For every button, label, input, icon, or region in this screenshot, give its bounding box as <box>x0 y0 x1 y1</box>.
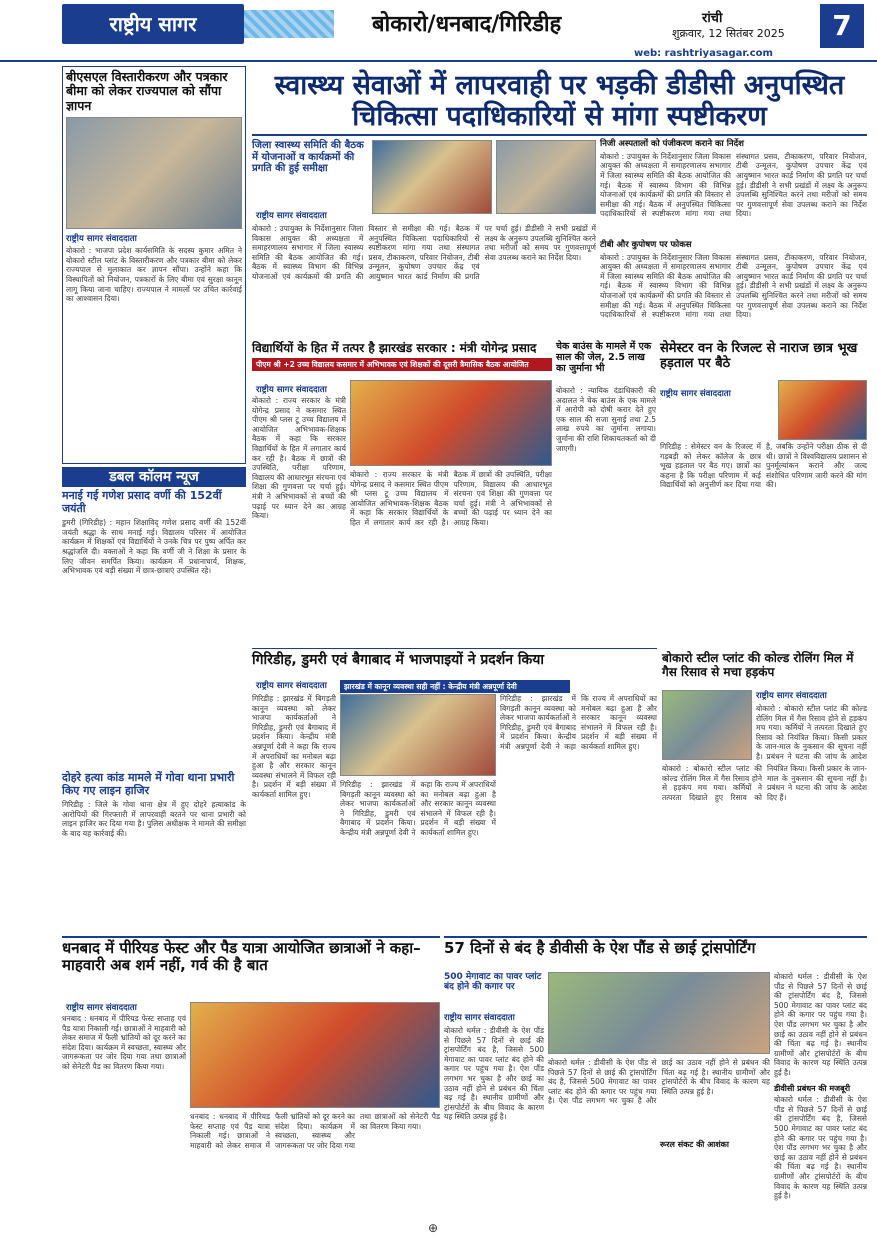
protest-band: झारखंड में कानून व्यवस्था सही नहीं : केन्द्रीय मंत्री अन्नपूर्णा देवी <box>340 680 570 693</box>
issue-date: शुक्रवार, 12 सितंबर 2025 <box>672 27 785 40</box>
story-byline: राष्ट्रीय सागर संवाददाता <box>66 234 137 245</box>
registration-mark-icon: ⊕ <box>428 1221 439 1235</box>
protest-byline: राष्ट्रीय सागर संवाददाता <box>256 681 327 691</box>
gas-headline: बोकारो स्टील प्लांट की कोल्ड रोलिंग मिल में गैस रिसाव से मचा हड़कंप <box>662 651 854 679</box>
protest-headline: गिरिडीह, डुमरी एवं बैगाबाद में भाजपाइयों ने प्रदर्शन किया <box>252 652 545 668</box>
story-governor-memo <box>62 66 246 464</box>
page-number: 7 <box>820 4 864 48</box>
story-body: गिरिडीह : जिले के गोवा थाना क्षेत्र में हुए दोहरे हत्याकांड के आरोपियों की गिरफ्तारी में लापरवाही बरतने पर थाना प्रभारी को लाइन हाजिर कर दिया गया है। पुलिस अधीक्षक ने मामले की समीक्षा के बाद यह कार्रवाई की। <box>62 800 246 839</box>
lead-kicker-box <box>252 140 367 200</box>
ashpond-subhead-2: रूरल संकट की आशंका <box>660 1140 766 1149</box>
ashpond-right-column <box>774 972 867 1214</box>
story-photo <box>66 117 242 229</box>
semester-byline: राष्ट्रीय सागर संवाददाता <box>660 389 731 399</box>
lead-photo-1 <box>372 140 492 214</box>
lead-subhead-2: टीबी और कुपोषण पर फोकस <box>600 239 692 250</box>
education-byline: राष्ट्रीय सागर संवाददाता <box>256 385 327 395</box>
lead-right-column <box>600 140 867 336</box>
lead-photo-2 <box>496 140 596 214</box>
brand-ribbon <box>244 10 334 38</box>
ashpond-body-3: बोकारो थर्मल : डीवीसी के ऐश पौंड से पिछले 57 दिनों से छाई की ट्रांसपोर्टिंग बंद है, जिससे 500 मेगावाट का पावर प्लांट बंद होने की कगार पर पहुंच गया है। ऐश पौंड लगभग भर चुका है और छाई का उठाव नहीं होने से प्रबंधन की चिंता बढ़ गई है। स्थानीय ग्रामीणों और ट्रांसपोर्टरों के बीच विवाद के कारण यह स्थिति उत्पन्न हुई है। <box>774 972 867 1077</box>
lead-subhead-1: निजी अस्पतालों को पंजीकरण कराने का निर्देश <box>600 139 744 149</box>
period-headline: धनबाद में पीरियड फेस्ट और पैड यात्रा आयोजित छात्राओं ने कहा– माहवारी अब शर्म नहीं, गर्व की है बात <box>62 939 421 975</box>
protest-photo <box>340 694 496 776</box>
gas-byline: राष्ट्रीय सागर संवाददाता <box>756 691 827 701</box>
masthead <box>0 0 877 62</box>
protest-body-2: गिरिडीह : झारखंड में बिगड़ती कानून व्यवस्था को लेकर भाजपा कार्यकर्ताओं ने गिरिडीह, डुमरी एवं बैगाबाद में प्रदर्शन किया। केन्द्रीय मंत्री अन्नपूर्णा देवी ने कहा कि राज्य में अपराधियों का मनोबल बढ़ा हुआ है और सरकार कानून व्यवस्था संभालने में विफल रही है। प्रदर्शन में बड़ी संख्या में कार्यकर्ता शामिल हुए। <box>340 780 496 837</box>
education-photo <box>350 380 552 466</box>
lead-kicker: जिला स्वास्थ्य समिति की बैठक में योजनाओं व कार्यक्रमों की प्रगति की हुई समीक्षा <box>252 140 364 174</box>
edition-city: रांची <box>702 11 723 26</box>
education-body-1: बोकारो : राज्य सरकार के मंत्री योगेन्द्र प्रसाद ने कसमार स्थित पीएम श्री प्लस टू उच्च विद्यालय में आयोजित अभिभावक-शिक्षक बैठक में कहा कि सरकार विद्यार्थियों के हित में लगातार कार्य कर रही है। बैठक में छात्रों की उपस्थिति, परीक्षा परिणाम, विद्यालय की आधारभूत संरचना एवं शिक्षा की गुणवत्ता पर चर्चा हुई। मंत्री ने अभिभावकों से बच्चों की पढ़ाई पर ध्यान देने का आग्रह किया। <box>252 396 346 521</box>
protest-rule <box>252 648 657 649</box>
protest-body-3: गिरिडीह : झारखंड में बिगड़ती कानून व्यवस्था को लेकर भाजपा कार्यकर्ताओं ने गिरिडीह, डुमरी एवं बैगाबाद में प्रदर्शन किया। केन्द्रीय मंत्री अन्नपूर्णा देवी ने कहा कि राज्य में अपराधियों का मनोबल बढ़ा हुआ है और सरकार कानून व्यवस्था संभालने में विफल रही है। प्रदर्शन में बड़ी संख्या में कार्यकर्ता शामिल हुए। <box>500 694 657 751</box>
gas-body-2: बोकारो : बोकारो स्टील प्लांट की कोल्ड रोलिंग मिल में गैस रिसाव होने से हड़कंप मच गया। कर्मियों ने तत्परता दिखाते हुए रिसाव को नियंत्रित किया। किसी प्रकार के जान-माल के नुकसान की सूचना नहीं है। प्रबंधन ने घटना की जांच के आदेश दिए हैं। <box>662 764 867 802</box>
ashpond-photo <box>548 972 770 1054</box>
story-body: डुमरी (गिरिडीह) : महान शिक्षाविद् गणेश प्रसाद वर्णी की 152वीं जयंती श्रद्धा के साथ मनाई गई। विद्यालय परिसर में आयोजित कार्यक्रम में शिक्षकों एवं विद्यार्थियों ने उनके चित्र पर पुष्प अर्पित कर श्रद्धांजलि दी। वक्ताओं ने कहा कि वर्णी जी ने शिक्षा के प्रसार के लिए जीवन समर्पित किया। कार्यक्रम में प्रधानाचार्य, शिक्षक, अभिभावक एवं बड़ी संख्या में छात्र-छात्राएं उपस्थित रहे। <box>62 518 246 576</box>
gas-body-1: बोकारो : बोकारो स्टील प्लांट की कोल्ड रोलिंग मिल में गैस रिसाव होने से हड़कंप मच गया। कर्मियों ने तत्परता दिखाते हुए रिसाव को नियंत्रित किया। किसी प्रकार के जान-माल के नुकसान की सूचना नहीं है। प्रबंधन ने घटना की जांच के आदेश <box>756 704 867 760</box>
lead-body-1: बोकारो : उपायुक्त के निर्देशानुसार जिला विकास आयुक्त की अध्यक्षता में समाहरणालय सभागार में जिला स्वास्थ्य समिति की बैठक आयोजित की गई। बैठक में स्वास्थ्य विभाग की विभिन्न योजनाओं एवं कार्यक्रमों की प्रगति की विस्तार से समीक्षा की गई। बैठक में अनुपस्थित चिकित्सा पदाधिकारियों से स्पष्टीकरण मांगा गया तथा संस्थागत प्रसव, टीकाकरण, परिवार नियोजन, टीबी उन्मूलन, कुपोषण उपचार केंद्र एवं आयुष्मान भारत कार्ड निर्माण की प्रगति पर चर्चा हुई। डीडीसी ने सभी प्रखंडों में लक्ष्य के अनुरूप उपलब्धि सुनिश्चित करने तथा मरीजों को समय पर गुणवत्तापूर्ण सेवा उपलब्ध कराने का निर्देश दिया। <box>252 224 596 281</box>
story-double-murder <box>62 772 246 928</box>
lead-body-3: बोकारो : उपायुक्त के निर्देशानुसार जिला विकास आयुक्त की अध्यक्षता में समाहरणालय सभागार में जिला स्वास्थ्य समिति की बैठक आयोजित की गई। बैठक में स्वास्थ्य विभाग की विभिन्न योजनाओं एवं कार्यक्रमों की प्रगति की विस्तार से समीक्षा की गई। बैठक में अनुपस्थित चिकित्सा पदाधिकारियों से स्पष्टीकरण मांगा गया तथा संस्थागत प्रसव, टीकाकरण, परिवार नियोजन, टीबी उन्मूलन, कुपोषण उपचार केंद्र एवं आयुष्मान भारत कार्ड निर्माण की प्रगति पर चर्चा हुई। डीडीसी ने सभी प्रखंडों में लक्ष्य के अनुरूप उपलब्धि सुनिश्चित करने तथा मरीजों को समय पर गुणवत्तापूर्ण सेवा उपलब्ध कराने का निर्देश दिया। <box>600 252 867 320</box>
education-body-2: बोकारो : राज्य सरकार के मंत्री योगेन्द्र प्रसाद ने कसमार स्थित पीएम श्री प्लस टू उच्च विद्यालय में आयोजित अभिभावक-शिक्षक बैठक में कहा कि सरकार विद्यार्थियों के हित में लगातार कार्य कर रही है। बैठक में छात्रों की उपस्थिति, परीक्षा परिणाम, विद्यालय की आधारभूत संरचना एवं शिक्षा की गुणवत्ता पर चर्चा हुई। मंत्री ने अभिभावकों से बच्चों की पढ़ाई पर ध्यान देने का आग्रह किया। <box>350 470 552 527</box>
cheque-body: बोकारो : न्यायिक दंडाधिकारी की अदालत ने चेक बाउंस के एक मामले में आरोपी को दोषी करार देते हुए एक साल की सजा सुनाई तथा 2.5 लाख रुपये का जुर्माना लगाया। जुर्माना की राशि शिकायतकर्ता को दी जाएगी। <box>556 386 656 453</box>
education-headline: विद्यार्थियों के हित में तत्पर है झारखंड सरकार : मंत्री योगेन्द्र प्रसाद <box>252 341 537 355</box>
ashpond-kicker: 500 मेगावाट का पावर प्लांट बंद होने की कगार पर <box>444 972 542 993</box>
semester-body: गिरिडीह : सेमेस्टर वन के रिजल्ट में गड़बड़ी को लेकर कॉलेज के छात्र भूख हड़ताल पर बैठ गए। छात्रों का कहना है कि परीक्षा परिणाम में कई विद्यार्थियों को अनुत्तीर्ण कर दिया गया है, जबकि उन्होंने परीक्षा ठीक से दी थी। छात्रों ने विश्वविद्यालय प्रशासन से पुनर्मूल्यांकन कराने और जल्द संशोधित परिणाम जारी करने की मांग की। <box>660 442 867 490</box>
story-headline: दोहरे हत्या कांड मामले में गोवा थाना प्रभारी किए गए लाइन हाजिर <box>62 771 235 797</box>
semester-photo <box>778 380 867 440</box>
period-photo <box>190 1002 440 1108</box>
education-band: पीएम श्री +2 उच्च विद्यालय कसमार में अभिभावक एवं शिक्षकों की दूसरी त्रैमासिक बैठक आयोजित <box>252 358 552 371</box>
ashpond-subhead: डीवीसी प्रबंधन की मजबूरी <box>774 1084 851 1093</box>
ashpond-headline: 57 दिनों से बंद है डीवीसी के ऐश पौंड से छाई ट्रांसपोर्टिंग <box>444 939 756 957</box>
gas-photo <box>662 690 752 760</box>
period-rule <box>62 936 440 938</box>
ashpond-body-1: बोकारो थर्मल : डीवीसी के ऐश पौंड से पिछले 57 दिनों से छाई की ट्रांसपोर्टिंग बंद है, जिससे 500 मेगावाट का पावर प्लांट बंद होने की कगार पर पहुंच गया है। ऐश पौंड लगभग भर चुका है और छाई का उठाव नहीं होने से प्रबंधन की चिंता बढ़ गई है। स्थानीय ग्रामीणों और ट्रांसपोर्टरों के बीच विवाद के कारण यह स्थिति उत्पन्न हुई है। <box>444 1026 544 1122</box>
ashpond-rule <box>444 936 867 938</box>
semester-headline: सेमेस्टर वन के रिजल्ट से नाराज छात्र भूख हड़ताल पर बैठे <box>660 341 858 371</box>
period-byline: राष्ट्रीय सागर संवाददाता <box>66 1003 137 1013</box>
lead-rule <box>252 134 867 136</box>
period-body-2: धनबाद : धनबाद में पीरियड फेस्ट सप्ताह एवं पैड यात्रा निकाली गई। छात्राओं ने माहवारी को लेकर समाज में फैली भ्रांतियों को दूर करने का संदेश दिया। कार्यक्रम में स्वच्छता, स्वास्थ्य और जागरूकता पर जोर दिया गया तथा छात्राओं को सेनेटरी पैड का वितरण किया गया। <box>190 1112 440 1150</box>
ashpond-body-4: बोकारो थर्मल : डीवीसी के ऐश पौंड से पिछले 57 दिनों से छाई की ट्रांसपोर्टिंग बंद है, जिससे 500 मेगावाट का पावर प्लांट बंद होने की कगार पर पहुंच गया है। ऐश पौंड लगभग भर चुका है और छाई का उठाव नहीं होने से प्रबंधन की चिंता बढ़ गई है। स्थानीय ग्रामीणों और ट्रांसपोर्टरों के बीच विवाद के कारण यह स्थिति उत्पन्न हुई है। <box>774 1095 867 1201</box>
period-body-1: धनबाद : धनबाद में पीरियड फेस्ट सप्ताह एवं पैड यात्रा निकाली गई। छात्राओं ने माहवारी को लेकर समाज में फैली भ्रांतियों को दूर करने का संदेश दिया। कार्यक्रम में स्वच्छता, स्वास्थ्य और जागरूकता पर जोर दिया गया तथा छात्राओं को सेनेटरी पैड का वितरण किया गया। <box>62 1014 186 1071</box>
lead-byline: राष्ट्रीय सागर संवाददाता <box>256 211 327 221</box>
lead-body-2: बोकारो : उपायुक्त के निर्देशानुसार जिला विकास आयुक्त की अध्यक्षता में समाहरणालय सभागार में जिला स्वास्थ्य समिति की बैठक आयोजित की गई। बैठक में स्वास्थ्य विभाग की विभिन्न योजनाओं एवं कार्यक्रमों की प्रगति की विस्तार से समीक्षा की गई। बैठक में अनुपस्थित चिकित्सा पदाधिकारियों से स्पष्टीकरण मांगा गया तथा संस्थागत प्रसव, टीकाकरण, परिवार नियोजन, टीबी उन्मूलन, कुपोषण उपचार केंद्र एवं आयुष्मान भारत कार्ड निर्माण की प्रगति पर चर्चा हुई। डीडीसी ने सभी प्रखंडों में लक्ष्य के अनुरूप उपलब्धि सुनिश्चित करने तथा मरीजों को समय पर गुणवत्तापूर्ण सेवा उपलब्ध कराने का निर्देश दिया। <box>600 151 867 219</box>
ashpond-byline: राष्ट्रीय सागर संवाददाता <box>444 1013 515 1023</box>
cheque-headline: चेक बाउंस के मामले में एक साल की जेल, 2.5 लाख का जुर्माना भी <box>556 341 652 374</box>
protest-body-1: गिरिडीह : झारखंड में बिगड़ती कानून व्यवस्था को लेकर भाजपा कार्यकर्ताओं ने गिरिडीह, डुमरी एवं बैगाबाद में प्रदर्शन किया। केन्द्रीय मंत्री अन्नपूर्णा देवी ने कहा कि राज्य में अपराधियों का मनोबल बढ़ा हुआ है और सरकार कानून व्यवस्था संभालने में विफल रही है। प्रदर्शन में बड़ी संख्या में कार्यकर्ता शामिल हुए। <box>252 694 336 799</box>
lead-headline: स्वास्थ्य सेवाओं में लापरवाही पर भड़की डीडीसी अनुपस्थित चिकित्सा पदाधिकारियों से मांगा स्पष्टीकरण <box>274 70 845 133</box>
story-body: बोकारो : भाजपा प्रदेश कार्यसमिति के सदस्य कुमार अमित ने बोकारो स्टील प्लांट के विस्तारीकरण और पत्रकार बीमा को लेकर राज्यपाल से मुलाकात कर ज्ञापन सौंपा। उन्होंने कहा कि विस्थापितों को नियोजन, पत्रकारों के लिए बीमा एवं सुरक्षा कानून लागू किया जाना चाहिए। राज्यपाल ने मामलों पर उचित कार्रवाई का आश्वासन दिया। <box>66 246 242 304</box>
ashpond-body-2: बोकारो थर्मल : डीवीसी के ऐश पौंड से पिछले 57 दिनों से छाई की ट्रांसपोर्टिंग बंद है, जिससे 500 मेगावाट का पावर प्लांट बंद होने की कगार पर पहुंच गया है। ऐश पौंड लगभग भर चुका है और छाई का उठाव नहीं होने से प्रबंधन की चिंता बढ़ गई है। स्थानीय ग्रामीणों और ट्रांसपोर्टरों के बीच विवाद के कारण यह स्थिति उत्पन्न हुई है। <box>548 1058 770 1106</box>
story-headline: बीएसएल विस्तारीकरण और पत्रकार बीमा को लेकर राज्यपाल को सौंपा ज्ञापन <box>66 69 228 113</box>
brand-logo: राष्ट्रीय सागर <box>62 4 244 44</box>
double-column-label: डबल कॉलम न्यूज <box>62 467 246 487</box>
website-link[interactable]: web: rashtriyasagar.com <box>634 48 773 59</box>
edition-title: बोकारो/धनबाद/गिरिडीह <box>372 12 562 37</box>
story-headline: मनाई गई गणेश प्रसाद वर्णी की 152वीं जयंती <box>62 489 222 515</box>
story-varni-jayanti <box>62 490 246 770</box>
